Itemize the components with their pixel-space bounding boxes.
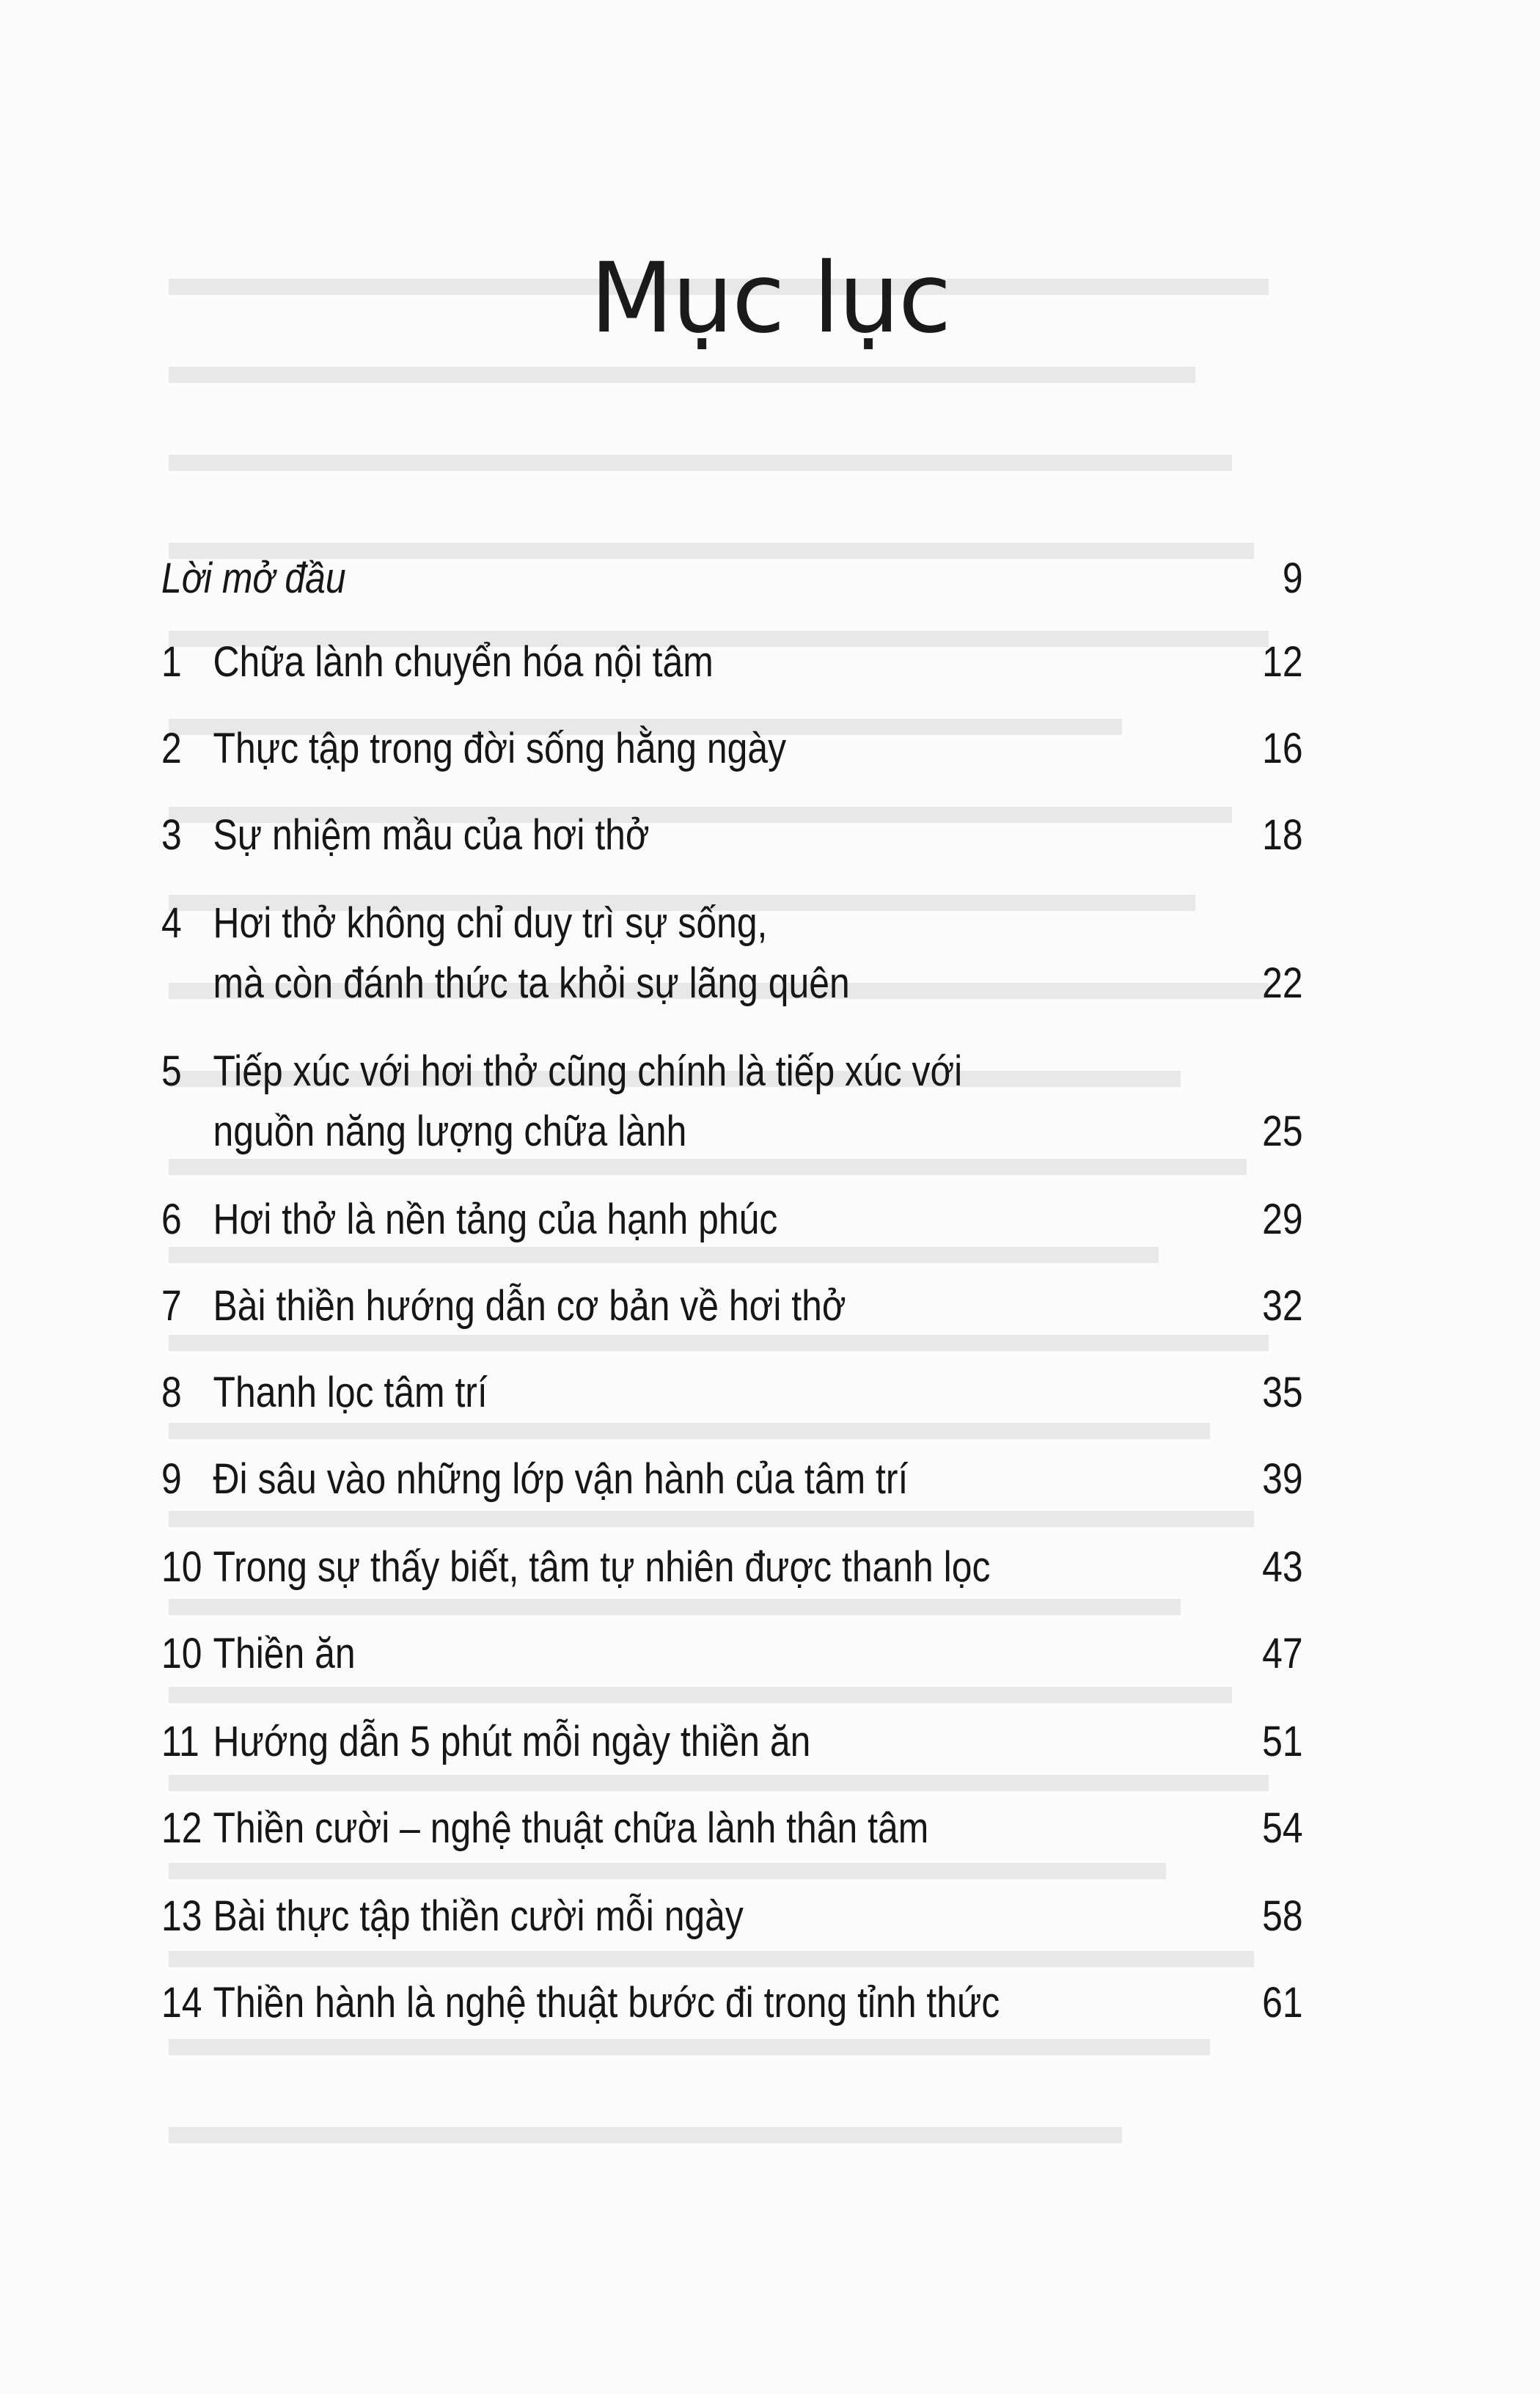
toc-entry-title: Bài thiền hướng dẫn cơ bản về hơi thở: [213, 1282, 846, 1330]
toc-entry-number: 12: [161, 1804, 202, 1852]
toc-entry-number: 2: [161, 725, 182, 772]
toc-entry-number: 10: [161, 1630, 202, 1677]
toc-entry-page: 51: [1262, 1718, 1303, 1765]
toc-entry-page: 54: [1262, 1804, 1303, 1852]
toc-entry-title: [213, 893, 850, 1014]
toc-entry-number: 6: [161, 1196, 182, 1243]
toc-entry-number: 9: [161, 1455, 182, 1503]
toc-entry-number: 1: [161, 638, 182, 686]
toc-entry-title: Thực tập trong đời sống hằng ngày: [213, 725, 787, 772]
toc-entry-number: 4: [161, 899, 182, 947]
toc-entry-number: 13: [161, 1892, 202, 1940]
toc-entry-number: 11: [161, 1718, 199, 1765]
toc-entry-title: Chữa lành chuyển hóa nội tâm: [213, 638, 714, 686]
toc-entry-page: 32: [1262, 1282, 1303, 1330]
toc-entry-number: 5: [161, 1047, 182, 1095]
toc-entry-page: 61: [1262, 1979, 1303, 2027]
toc-entry-title: Hướng dẫn 5 phút mỗi ngày thiền ăn: [213, 1718, 811, 1765]
toc-entry-title-line1: Tiếp xúc với hơi thở cũng chính là tiếp xúc với: [213, 1047, 963, 1095]
toc-entry-title: Lời mở đầu: [161, 554, 346, 602]
toc-entry-title: Thiền hành là nghệ thuật bước đi trong tỉnh thức: [213, 1979, 1000, 2027]
toc-entry-title: [213, 1042, 963, 1162]
toc-entry-page: 58: [1262, 1892, 1303, 1940]
toc-entry-title: Hơi thở là nền tảng của hạnh phúc: [213, 1196, 778, 1243]
toc-entry-title: Thiền cười – nghệ thuật chữa lành thân tâm: [213, 1804, 929, 1852]
toc-entry-title: Sự nhiệm mầu của hơi thở: [213, 811, 650, 859]
toc-entry-title: Thanh lọc tâm trí: [213, 1369, 488, 1416]
toc-entry-page: 22: [1262, 959, 1303, 1007]
toc-entry-page: 18: [1262, 811, 1303, 859]
toc-entry-page: 39: [1262, 1455, 1303, 1503]
toc-entry-number: 8: [161, 1369, 182, 1416]
toc-entry-page: 43: [1262, 1543, 1303, 1591]
toc-entry-number: 14: [161, 1979, 202, 2027]
toc-entry-page: 29: [1262, 1196, 1303, 1243]
toc-entry-title-line2: mà còn đánh thức ta khỏi sự lãng quên: [213, 959, 850, 1007]
toc-entry-title: Trong sự thấy biết, tâm tự nhiên được thanh lọc: [213, 1543, 991, 1591]
toc-entry-title: Bài thực tập thiền cười mỗi ngày: [213, 1892, 744, 1940]
toc-entry-page: 12: [1262, 638, 1303, 686]
toc-entry-page: 9: [1282, 554, 1303, 602]
toc-entry-number: 3: [161, 811, 182, 859]
toc-entry-number: 10: [161, 1543, 202, 1591]
toc-entry-title-line2: nguồn năng lượng chữa lành: [213, 1108, 687, 1155]
toc-entry-page: 25: [1262, 1108, 1303, 1155]
toc-entry-title-line1: Hơi thở không chỉ duy trì sự sống,: [213, 899, 768, 947]
toc-entry-number: 7: [161, 1282, 182, 1330]
toc-entry-title: Đi sâu vào những lớp vận hành của tâm trí: [213, 1455, 909, 1503]
toc-entry-page: 47: [1262, 1630, 1303, 1677]
toc-entry-page: 16: [1262, 725, 1303, 772]
toc-entry-title: Thiền ăn: [213, 1630, 356, 1677]
page-title: Mục lục: [590, 242, 950, 355]
toc-entry-page: 35: [1262, 1369, 1303, 1416]
